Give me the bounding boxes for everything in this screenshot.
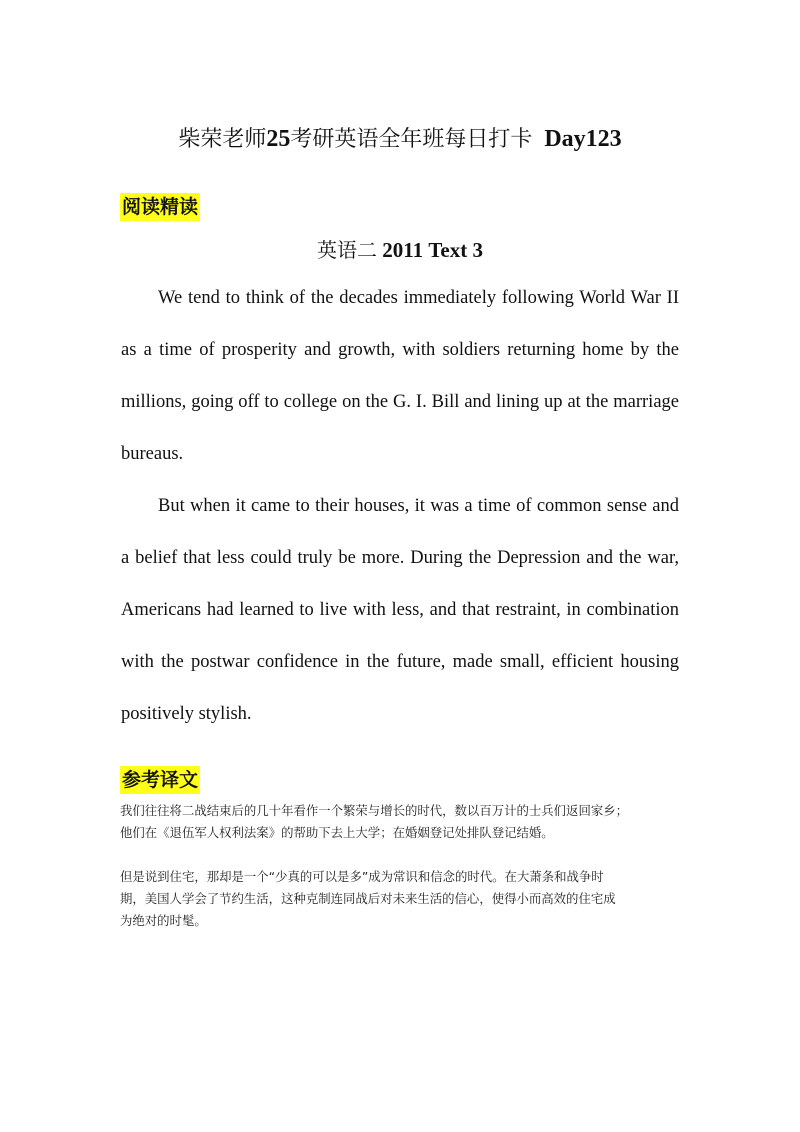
translation-paragraph-2 (120, 866, 680, 932)
passage-paragraph-2: But when it came to their houses, it was a time of common sense and a belief that less could truly be more. During the Depression and the war, Americans had learned to live with less, and that restraint, in combination with the postwar confidence in the future, made small, efficient housing positively stylish. (121, 496, 679, 724)
document-title (0, 122, 800, 153)
translation-line: 但是说到住宅，那却是一个“少真的可以是多”成为常识和信念的时代。在大萧条和战争时 (120, 869, 604, 884)
translation-paragraph-1 (120, 800, 680, 844)
title-middle: 考研英语全年班每日打卡 (290, 127, 533, 152)
translation-line: 期，美国人学会了节约生活，这种克制连同战后对未来生活的信心，使得小而高效的住宅成 (120, 891, 616, 906)
subtitle-en: 2011 Text 3 (382, 238, 483, 262)
passage-paragraph-1: We tend to think of the decades immediately following World War II as a time of prosperity and growth, with soldiers returning home by the millions, going off to college on the G. I. Bill and lining up at the marriage bureaus. (121, 288, 679, 464)
title-day: Day123 (544, 126, 622, 152)
translation-section-heading: 参考译文 (120, 766, 200, 794)
title-prefix: 柴荣老师 (178, 127, 267, 152)
passage-subtitle (0, 234, 800, 263)
translation-line: 为绝对的时髦。 (120, 913, 207, 928)
title-year: 25 (266, 126, 291, 152)
translation-line: 他们在《退伍军人权利法案》的帮助下去上大学；在婚姻登记处排队登记结婚。 (120, 825, 554, 840)
translation-line: 我们往往将二战结束后的几十年看作一个繁荣与增长的时代，数以百万计的士兵们返回家乡； (120, 803, 629, 818)
reading-section-heading: 阅读精读 (120, 193, 200, 221)
subtitle-cn: 英语二 (317, 238, 377, 262)
